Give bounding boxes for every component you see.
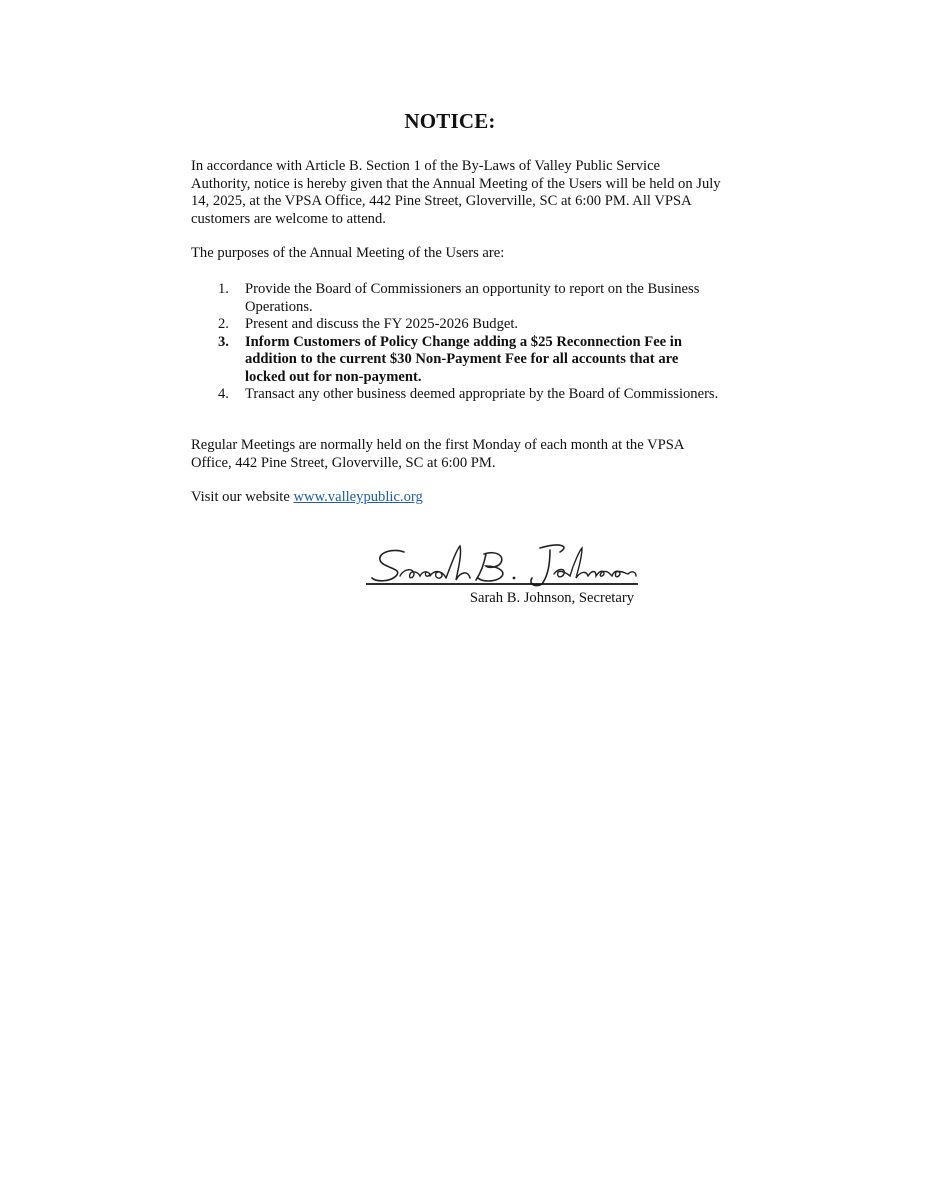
list-item-text: Present and discuss the FY 2025-2026 Budget.: [245, 316, 519, 332]
list-item: [191, 316, 721, 334]
list-item: [191, 281, 721, 316]
signature-image: [364, 540, 640, 590]
list-item-text: Inform Customers of Policy Change adding a $25 Reconnection Fee in addition to the current $30 Non-Payment Fee for all accounts that are locked out for non-payment.: [245, 333, 682, 385]
list-item: [191, 386, 721, 404]
list-item-number: 4.: [218, 386, 229, 402]
list-item: [191, 334, 721, 387]
list-item-text: Transact any other business deemed appropriate by the Board of Commissioners.: [245, 386, 719, 402]
regular-meetings-paragraph: Regular Meetings are normally held on the first Monday of each month at the VPSA Office, 442 Pine Street, Gloverville, SC at 6:00 PM.: [191, 437, 684, 471]
list-item-number: 2.: [218, 316, 229, 332]
list-item-text: Provide the Board of Commissioners an opportunity to report on the Business Operations.: [245, 281, 700, 315]
purposes-list: [191, 281, 721, 404]
notice-title: NOTICE:: [404, 109, 496, 133]
website-prefix: Visit our website: [191, 489, 294, 505]
intro-paragraph: In accordance with Article B. Section 1 of the By-Laws of Valley Public Service Authority, notice is hereby given that the Annual Meeting of the Users will be held on July 14, 2025, at the VPSA Office, 442 Pine Street, Gloverville, SC at 6:00 PM. All VPSA customers are welcome to attend.: [191, 158, 721, 227]
signer-name: Sarah B. Johnson, Secretary: [469, 590, 634, 606]
list-item-number: 3.: [218, 333, 229, 350]
list-item-number: 1.: [218, 281, 229, 297]
purposes-heading: The purposes of the Annual Meeting of the Users are:: [191, 245, 505, 261]
website-paragraph: [191, 489, 721, 507]
website-link[interactable]: www.valleypublic.org: [293, 489, 423, 505]
